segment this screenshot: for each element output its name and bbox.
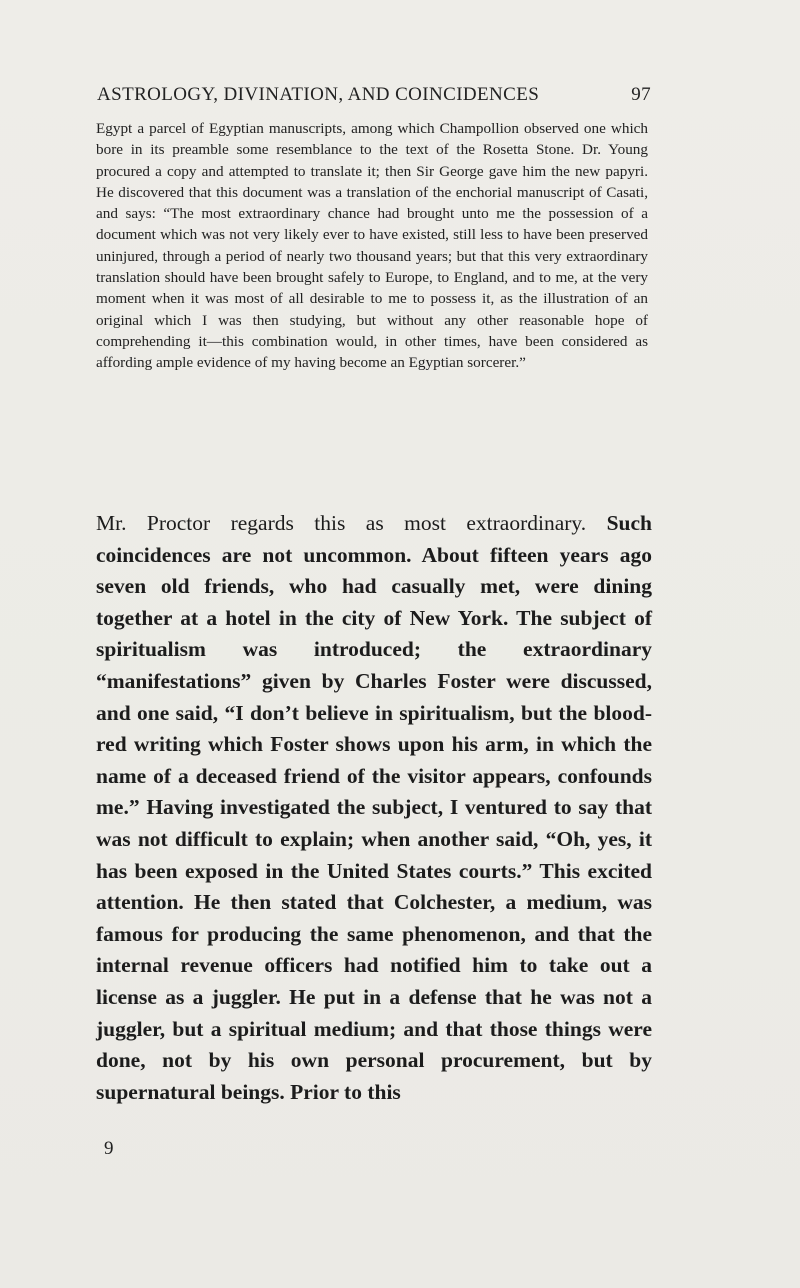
- quoted-paragraph: Egypt a parcel of Egyptian manuscripts, among which Champollion observed one which bore in its preamble some resemblance to the text of the Rosetta Stone. Dr. Young procured a copy and attempted to translate it; then Sir George gave him the new papyri. He discovered that this document was a translation of the enchorial manuscript of Casati, and says: “The most extraordinary chance had brought unto me the possession of a document which was not very likely ever to have existed, still less to have been preserved uninjured, through a period of nearly two thousand years; but that this very extraordinary translation should have been brought safely to Europe, to England, and to me, at the very moment when it was most of all desirable to me to possess it, as the illustration of an original which I was then studying, but without any other reasonable hope of comprehending it—this combination would, in other times, have been considered as affording ample evidence of my having become an Egyptian sorcerer.”: [96, 120, 648, 372]
- main-paragraph: [96, 508, 652, 1108]
- page-number: 97: [631, 84, 651, 105]
- signature-mark: 9: [104, 1138, 114, 1159]
- main-paragraph-text: Such coincidences are not uncommon. About fifteen years ago seven old friends, who had casually met, were dining together at a hotel in the city of New York. The subject of spiritualism was introduced; the extraordinary “manifestations” given by Charles Foster were discussed, and one said, “I don’t believe in spiritualism, but the blood-red writing which Foster shows upon his arm, in which the name of a deceased friend of the visitor appears, confounds me.” Having investigated the subject, I ventured to say that was not difficult to explain; when another said, “Oh, yes, it has been exposed in the United States courts.” This excited attention. He then stated that Colchester, a medium, was famous for producing the same phenomenon, and that the internal revenue officers had notified him to take out a license as a juggler. He put in a defense that he was not a juggler, but a spiritual medium; and that those things were done, not by his own personal procurement, but by supernatural beings. Prior to this: [96, 511, 652, 1104]
- main-paragraph-lead: Mr. Proctor regards this as most extraordinary.: [96, 511, 587, 535]
- running-head: [97, 84, 657, 106]
- running-head-title: ASTROLOGY, DIVINATION, AND COINCIDENCES: [97, 84, 540, 105]
